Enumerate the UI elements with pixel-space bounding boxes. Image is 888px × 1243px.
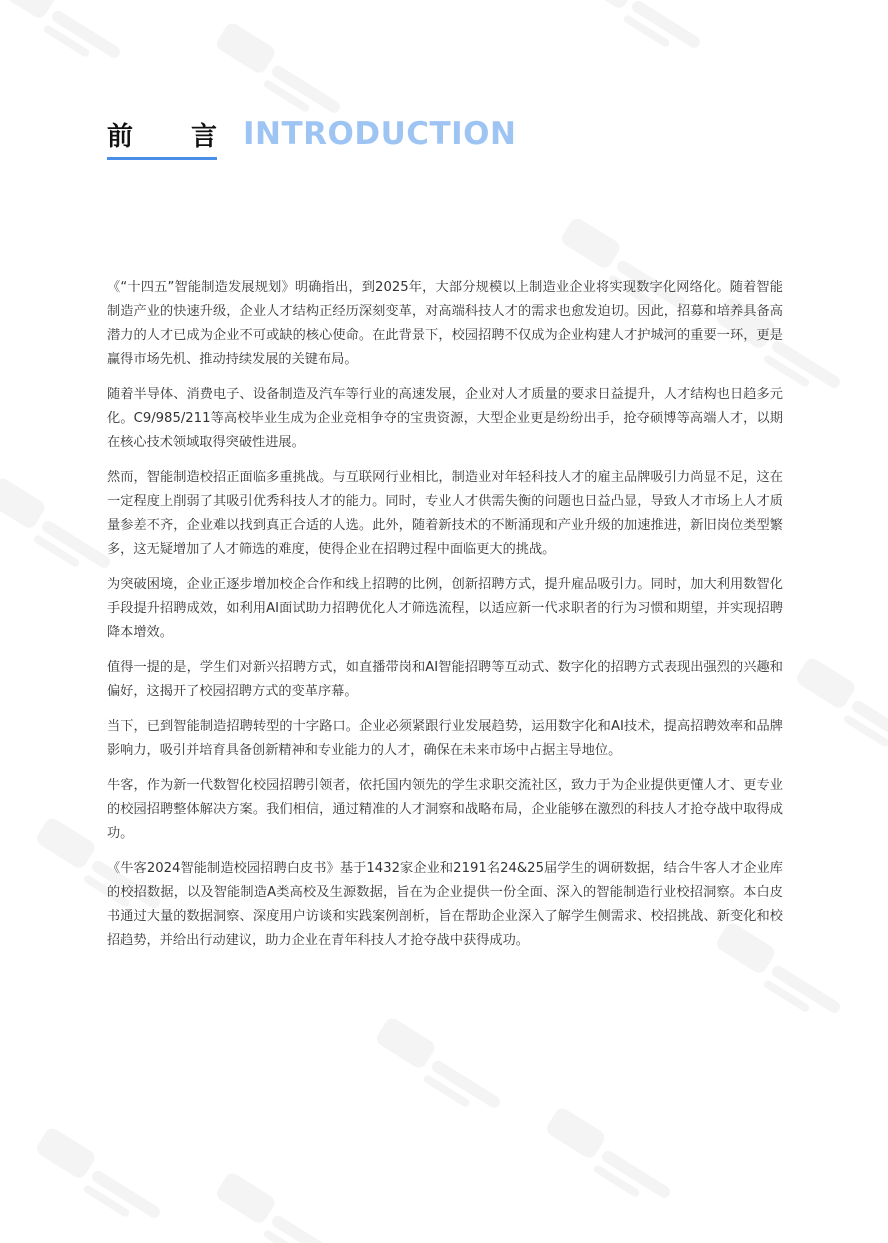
- watermark-logo: [548, 0, 723, 103]
- paragraph: 当下，已到智能制造招聘转型的十字路口。企业必须紧跟行业发展趋势，运用数字化和AI技术，提高招聘效率和品牌影响力，吸引并培育具备创新精神和专业能力的人才，确保在未来市场中占据主导地位。: [107, 719, 783, 758]
- heading-underline: [107, 157, 217, 160]
- heading-chinese: [107, 116, 217, 153]
- watermark-logo: [518, 1097, 693, 1243]
- paragraph: 《牛客2024智能制造校园招聘白皮书》基于1432家企业和2191名24&25届学生的调研数据，结合牛客人才企业库的校招数据，以及智能制造A类高校及生源数据，旨在为企业提供一份全面、深入的智能制造行业校招洞察。本白皮书通过大量的数据洞察、深度用户访谈和实践案例剖析，旨在帮助企业深入了解学生侧需求、校招挑战、新变化和校招趋势，并给出行动建议，助力企业在青年科技人才抢夺战中获得成功。: [107, 861, 783, 948]
- watermark-logo: [8, 1117, 183, 1243]
- watermark-logo: [188, 1162, 363, 1243]
- section-heading: [107, 113, 516, 155]
- heading-char-first: 前: [107, 121, 134, 152]
- watermark-logo: [768, 647, 888, 803]
- paragraph: 为突破困境，企业正逐步增加校企合作和线上招聘的比例，创新招聘方式，提升雇品吸引力。同时，加大利用数智化手段提升招聘成效，如利用AI面试助力招聘优化人才筛选流程，以适应新一代求职者的行为习惯和期望，并实现招聘降本增效。: [107, 577, 783, 640]
- paragraph: 牛客，作为新一代数智化校园招聘引领者，依托国内领先的学生求职交流社区，致力于为企业提供更懂人才、更专业的校园招聘整体解决方案。我们相信，通过精准的人才洞察和战略布局，企业能够在激烈的科技人才抢夺战中取得成功。: [107, 778, 783, 841]
- paragraph: 然而，智能制造校招正面临多重挑战。与互联网行业相比，制造业对年轻科技人才的雇主品牌吸引力尚显不足，这在一定程度上削弱了其吸引优秀科技人才的能力。同时，专业人才供需失衡的问题也日益凸显，导致人才市场上人才质量参差不齐，企业难以找到真正合适的人选。此外，随着新技术的不断涌现和产业升级的加速推进，新旧岗位类型繁多，这无疑增加了人才筛选的难度，使得企业在招聘过程中面临更大的挑战。: [107, 470, 783, 557]
- heading-english: INTRODUCTION: [243, 116, 517, 152]
- watermark-logo: [0, 0, 142, 113]
- body-content: [107, 276, 783, 964]
- watermark-logo: [348, 1007, 523, 1163]
- paragraph: 《“十四五”智能制造发展规划》明确指出，到2025年，大部分规模以上制造业企业将实现数字化网络化。随着智能制造产业的快速升级，企业人才结构正经历深刻变革，对高端科技人才的需求也愈发迫切。因此，招募和培养具备高潜力的人才已成为企业不可或缺的核心使命。在此背景下，校园招聘不仅成为企业构建人才护城河的重要一环，更是赢得市场先机、推动持续发展的关键布局。: [107, 280, 783, 367]
- paragraph: 随着半导体、消费电子、设备制造及汽车等行业的高速发展，企业对人才质量的要求日益提升，人才结构也日趋多元化。C9/985/211等高校毕业生成为企业竞相争夺的宝贵资源，大型企业更是纷纷出手，抢夺硕博等高端人才，以期在核心技术领域取得突破性进展。: [107, 387, 783, 450]
- paragraph: 值得一提的是，学生们对新兴招聘方式，如直播带岗和AI智能招聘等互动式、数字化的招聘方式表现出强烈的兴趣和偏好，这揭开了校园招聘方式的变革序幕。: [107, 660, 783, 699]
- heading-char-second: 言: [190, 121, 217, 152]
